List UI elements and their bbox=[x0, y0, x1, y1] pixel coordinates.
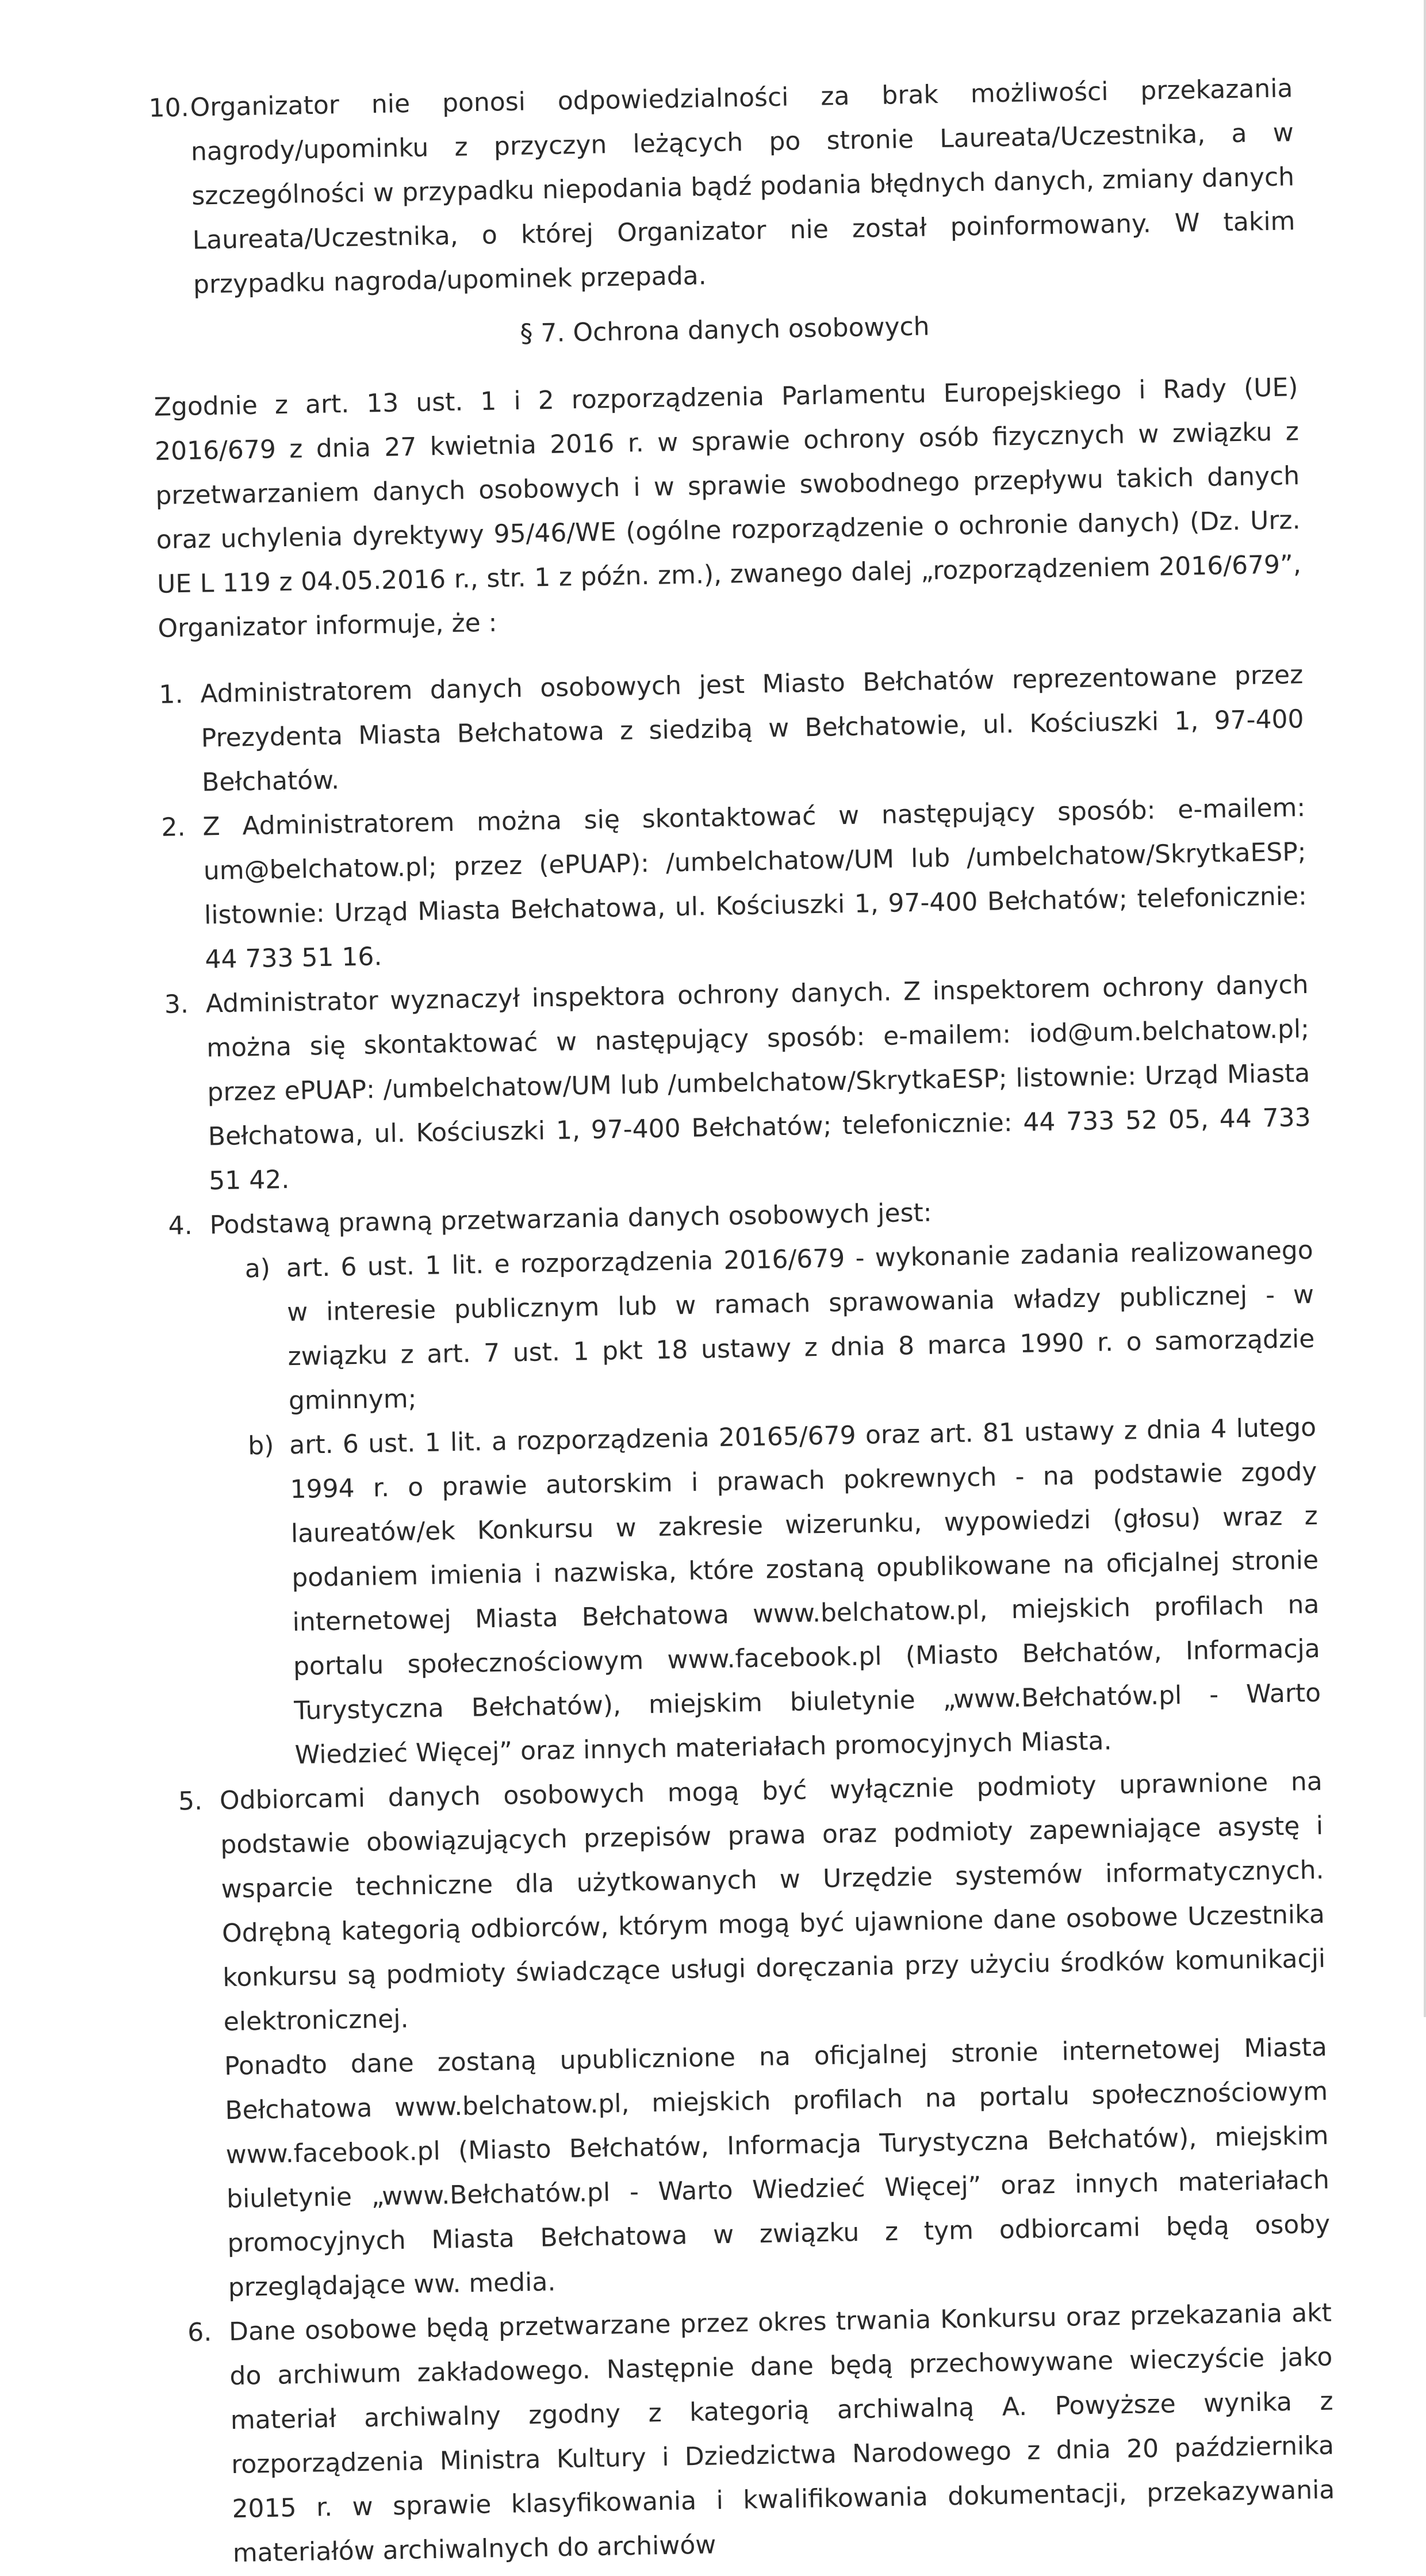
item-number: 6. bbox=[187, 2317, 212, 2348]
sub-item-letter: a) bbox=[244, 1254, 271, 1284]
sub-item-text: art. 6 ust. 1 lit. a rozporządzenia 20165/679 oraz art. 81 ustawy z dnia 4 lutego 1994 r. o prawie autorskim i prawach pokrewnych - na podstawie zgody laureatów/ek Konkursu w zakresie wizerunku, wypowiedzi (głosu) wraz z podaniem imienia i nazwiska, które zostaną opublikowane na oficjalnej stronie internetowej Miasta Bełchatowa www.belchatow.pl, miejskich profilach na portalu społecznościowym www.facebook.pl (Miasto Bełchatów, Informacja Turystyczna Bełchatów), miejskim biuletynie „www.Bełchatów.pl - Warto Wiedzieć Więcej” oraz innych materiałach promocyjnych Miasta. bbox=[289, 1412, 1321, 1770]
item-text: Z Administratorem można się skontaktować w następujący sposób: e-mailem: um@belchatow.pl; przez (ePUAP): /umbelchatow/UM lub /umbelchatow/SkrytkaESP; listownie: Urząd Miasta Bełchatowa, ul. Kościuszki 1, 97-400 Bełchatów; telefonicznie: 44 733 51 16. bbox=[202, 793, 1308, 975]
list-item-4 bbox=[168, 1184, 1322, 1780]
item-continuation-text: Ponadto dane zostaną upublicznione na oficjalnej stronie internetowej Miasta Bełchatowa www.belchatow.pl, miejskich profilach na portalu społecznościowym www.facebook.pl (Miasto Bełchatów, Informacja Turystyczna Bełchatów), miejskim biuletynie „www.Bełchatów.pl - Warto Wiedzieć Więcej” oraz innych materiałach promocyjnych Miasta Bełchatowa w związku z tym odbiorcami będą osoby przeglądające ww. media. bbox=[224, 2032, 1331, 2303]
document-body bbox=[148, 66, 1336, 2576]
list-item-1 bbox=[159, 653, 1305, 806]
list-item-2 bbox=[161, 785, 1308, 983]
list-item-5 bbox=[178, 1759, 1331, 2311]
item-number: 5. bbox=[178, 1786, 203, 1816]
gdpr-intro-paragraph: Zgodnie z art. 13 ust. 1 i 2 rozporządzenia Parlamentu Europejskiego i Rady (UE) 2016/679 z dnia 27 kwietnia 2016 r. w sprawie ochrony osób fizycznych w związku z przetwarzaniem danych osobowych i w sprawie swobodnego przepływu takich danych oraz uchylenia dyrektywy 95/46/WE (ogólne rozporządzenie o ochronie danych) (Dz. Urz. UE L 119 z 04.05.2016 r., str. 1 z późn. zm.), zwanego dalej „rozporządzeniem 2016/679”, Organizator informuje, że : bbox=[154, 373, 1302, 643]
gdpr-items-list bbox=[159, 653, 1336, 2576]
item-text: Podstawą prawną przetwarzania danych osobowych jest: bbox=[209, 1198, 933, 1240]
sub-item-text: art. 6 ust. 1 lit. e rozporządzenia 2016/679 - wykonanie zadania realizowanego w interesie publicznym lub w ramach sprawowania władzy publicznej - w związku z art. 7 ust. 1 pkt 18 ustawy z dnia 8 marca 1990 r. o samorządzie gminnym; bbox=[286, 1235, 1315, 1416]
item-text: Administrator wyznaczył inspektora ochrony danych. Z inspektorem ochrony danych można się skontaktować w następujący sposób: e-mailem: iod@um.belchatow.pl; przez ePUAP: /umbelchatow/UM lub /umbelchatow/SkrytkaESP; listownie: Urząd Miasta Bełchatowa, ul. Kościuszki 1, 97-400 Bełchatów; telefonicznie: 44 733 52 05, 44 733 51 42. bbox=[205, 970, 1312, 1196]
scan-edge-line bbox=[1424, 0, 1426, 2017]
sub-list-wrapper bbox=[210, 1228, 1322, 1778]
item-number: 3. bbox=[164, 990, 189, 1019]
section-heading: § 7. Ochrona danych osobowych bbox=[520, 312, 930, 348]
item-text: Administratorem danych osobowych jest Miasto Bełchatów reprezentowane przez Prezydenta Miasta Bełchatowa z siedzibą w Bełchatowie, ul. Kościuszki 1, 97-400 Bełchatów. bbox=[200, 660, 1304, 798]
item-number: 2. bbox=[161, 812, 186, 842]
list-item-6 bbox=[187, 2291, 1336, 2576]
list-item-3 bbox=[164, 963, 1312, 1204]
legal-basis-sublist bbox=[244, 1228, 1322, 1778]
item-text: Organizator nie ponosi odpowiedzialności za brak możliwości przekazania nagrody/upominku z przyczyn leżących po stronie Laureata/Uczestnika, a w szczególności w przypadku niepodania bądź podania błędnych danych, zmiany danych Laureata/Uczestnika, o której Organizator nie został poinformowany. W takim przypadku nagroda/upominek przepada. bbox=[190, 74, 1295, 300]
item-number: 10. bbox=[148, 93, 190, 123]
item-number: 4. bbox=[168, 1210, 193, 1241]
item-10-list bbox=[148, 66, 1296, 308]
item-text: Odbiorcami danych osobowych mogą być wyłącznie podmioty uprawnione na podstawie obowiązujących przepisów prawa oraz podmioty zapewniające asystę i wsparcie techniczne dla użytkowanych w Urzędzie systemów informatycznych. Odrębną kategorią odbiorców, którym mogą być ujawnione dane osobowe Uczestnika konkursu są podmioty świadczące usługi doręczania przy użyciu środków komunikacji elektronicznej. bbox=[219, 1766, 1326, 2037]
sub-item-letter: b) bbox=[247, 1431, 274, 1461]
sub-item-b bbox=[248, 1405, 1322, 1778]
item-number: 1. bbox=[159, 680, 183, 710]
list-item-10 bbox=[148, 66, 1296, 308]
item-text: Dane osobowe będą przetwarzane przez okres trwania Konkursu oraz przekazania akt do archiwum zakładowego. Następnie dane będą przechowywane wieczyście jako materiał archiwalny zgodny z kategorią archiwalną A. Powyższe wynika z rozporządzenia Ministra Kultury i Dziedzictwa Narodowego z dnia 20 października 2015 r. w sprawie klasyfikowania i kwalifikowania dokumentacji, przekazywania materiałów archiwalnych do archiwów bbox=[228, 2298, 1335, 2569]
sub-item-a bbox=[244, 1228, 1316, 1424]
